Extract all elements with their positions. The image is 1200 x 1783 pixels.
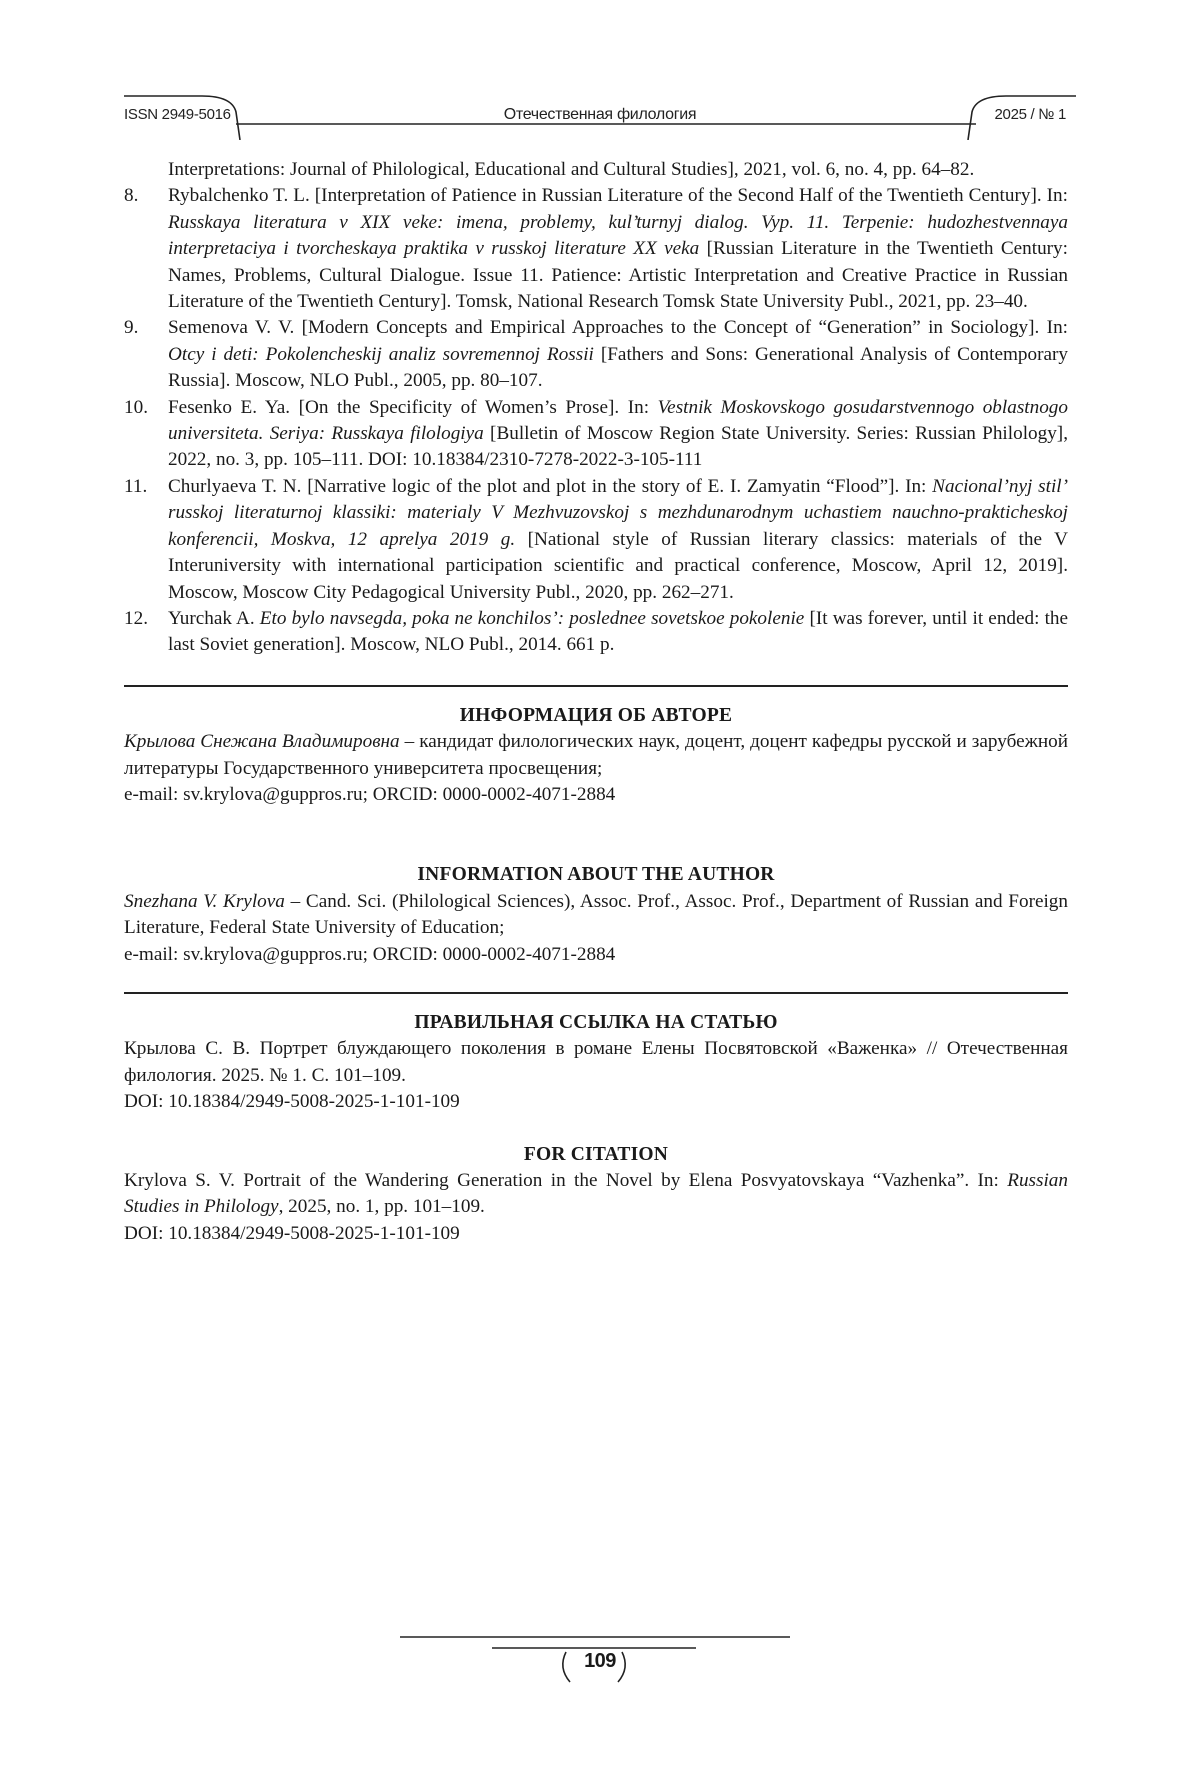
section-title: ПРАВИЛЬНАЯ ССЫЛКА НА СТАТЬЮ xyxy=(414,1011,778,1033)
reference-source-title: Nacional’nyj stil’ russkoj literaturnoj klassiki: materialy V Mezhvuzovskoj s mezhdunarodnym uchastiem nauchno-prakticheskoj konferencii, Moskva, 12 aprelya 2019 g. xyxy=(168,475,1068,550)
reference-text: Rybalchenko T. L. [Interpretation of Patience in Russian Literature of the Second Half of the Twentieth Century]. In: xyxy=(168,185,1068,207)
section-title: ИНФОРМАЦИЯ ОБ АВТОРЕ xyxy=(459,704,733,726)
section-divider xyxy=(124,992,1068,994)
citation-text-start: Krylova S. V. Portrait of the Wandering Generation in the Novel by Elena Posvyatovskaya “Vazhenka”. In: xyxy=(124,1170,1008,1191)
author-info-en xyxy=(124,862,1068,968)
author-description xyxy=(124,729,1068,782)
reference-text: Interpretations: Journal of Philological, Educational and Cultural Studies], 2021, vol. 6, no. 4, pp. 64–82. xyxy=(168,159,975,180)
reference-number: 12. xyxy=(124,607,148,629)
reference-text: Fesenko E. Ya. [On the Specificity of Women’s Prose]. In: xyxy=(168,396,658,418)
reference-item xyxy=(124,395,1068,474)
reference-item xyxy=(124,315,1068,394)
reference-number: 10. xyxy=(124,396,148,418)
author-name: Крылова Снежана Владимировна xyxy=(124,731,400,753)
reference-number: 8. xyxy=(124,185,139,207)
reference-item xyxy=(124,183,1068,315)
reference-text: Churlyaeva T. N. [Narrative logic of the plot and plot in the story of E. I. Zamyatin “Flood”]. In: xyxy=(168,475,933,497)
section-divider xyxy=(124,685,1068,687)
citation-journal: Russian Studies in Philology xyxy=(124,1170,1068,1218)
header-issn: ISSN 2949-5016 xyxy=(124,106,231,123)
citation-text: Крылова С. В. Портрет блуждающего поколения в романе Елены Посвятовской «Важенка» // Отечественная филология. 2025. № 1. С. 101–109. xyxy=(124,1038,1068,1086)
reference-source-title: Otcy i deti: Pokolencheskij analiz sovremennoj Rossii xyxy=(168,343,594,365)
reference-number: 9. xyxy=(124,317,139,339)
author-name: Snezhana V. Krylova xyxy=(124,890,285,912)
author-credentials: – кандидат филологических наук, доцент, доцент кафедры русской и зарубежной литературы Государственного университета просвещения; xyxy=(124,731,1069,779)
reference-text: [National style of Russian literary classics: materials of the V Interuniversity with international participation scientific and practical conference, Moscow, April 12, 2019]. Moscow, Moscow City Pedagogical University Publ., 2020, pp. 262–271. xyxy=(168,528,1068,603)
reference-item xyxy=(124,157,1068,183)
reference-text: [Fathers and Sons: Generational Analysis of Contemporary Russia]. Moscow, NLO Publ., 2005, pp. 80–107. xyxy=(168,343,1068,392)
reference-text: [It was forever, until it ended: the last Soviet generation]. Moscow, NLO Publ., 2014. 661 p. xyxy=(168,607,1069,656)
citation-text xyxy=(124,1168,1068,1221)
reference-text: Semenova V. V. [Modern Concepts and Empirical Approaches to the Concept of “Generation” in Sociology]. In: xyxy=(168,317,1068,339)
reference-item xyxy=(124,474,1068,606)
page-number: 109 xyxy=(584,1650,616,1672)
reference-source-title: Vestnik Moskovskogo gosudarstvennogo oblastnogo universiteta. Seriya: Russkaya filologiya xyxy=(168,396,1068,445)
reference-text: [Bulletin of Moscow Region State University. Series: Russian Philology], 2022, no. 3, pp. 105–111. DOI: 10.18384/2310-7278-2022-3-105-111 xyxy=(168,423,1068,471)
citation-ru xyxy=(124,1010,1068,1116)
reference-source-title: Russkaya literatura v XIX veke: imena, problemy, kul’turnyj dialog. Vyp. 11. Terpenie: hudozhestvennaya interpretaciya i tvorcheskaya praktika v russkoj literature XX veka xyxy=(168,211,1068,260)
reference-text: [Russian Literature in the Twentieth Century: Names, Problems, Cultural Dialogue. Issue 11. Patience: Artistic Interpretation and Creative Practice in Russian Literature of the Twentieth Century]. Tomsk, National Research Tomsk State University Publ., 2021, pp. 23–40. xyxy=(168,238,1068,313)
author-credentials: – Cand. Sci. (Philological Sciences), Assoc. Prof., Assoc. Prof., Department of Russian and Foreign Literature, Federal State University of Education; xyxy=(124,890,1068,939)
section-title: INFORMATION ABOUT THE AUTHOR xyxy=(417,864,775,886)
author-description xyxy=(124,889,1068,942)
author-info-ru xyxy=(124,703,1068,809)
citation-doi: DOI: 10.18384/2949-5008-2025-1-101-109 xyxy=(124,1222,460,1244)
reference-item xyxy=(124,606,1068,659)
header-issue: 2025 / № 1 xyxy=(994,106,1066,123)
section-title: FOR CITATION xyxy=(523,1143,669,1165)
reference-list xyxy=(124,157,1068,659)
author-contact: e-mail: sv.krylova@guppros.ru; ORCID: 0000-0002-4071-2884 xyxy=(124,943,616,965)
citation-text-end: , 2025, no. 1, pp. 101–109. xyxy=(278,1196,485,1218)
reference-text: Yurchak A. xyxy=(168,607,260,629)
reference-number: 11. xyxy=(124,475,148,497)
author-contact: e-mail: sv.krylova@guppros.ru; ORCID: 0000-0002-4071-2884 xyxy=(124,783,616,805)
reference-source-title: Eto bylo navsegda, poka ne konchilos’: poslednee sovetskoe pokolenie xyxy=(259,607,805,629)
header-journal-title: Отечественная филология xyxy=(503,106,697,123)
citation-en xyxy=(124,1142,1068,1248)
citation-doi: DOI: 10.18384/2949-5008-2025-1-101-109 xyxy=(124,1091,460,1113)
